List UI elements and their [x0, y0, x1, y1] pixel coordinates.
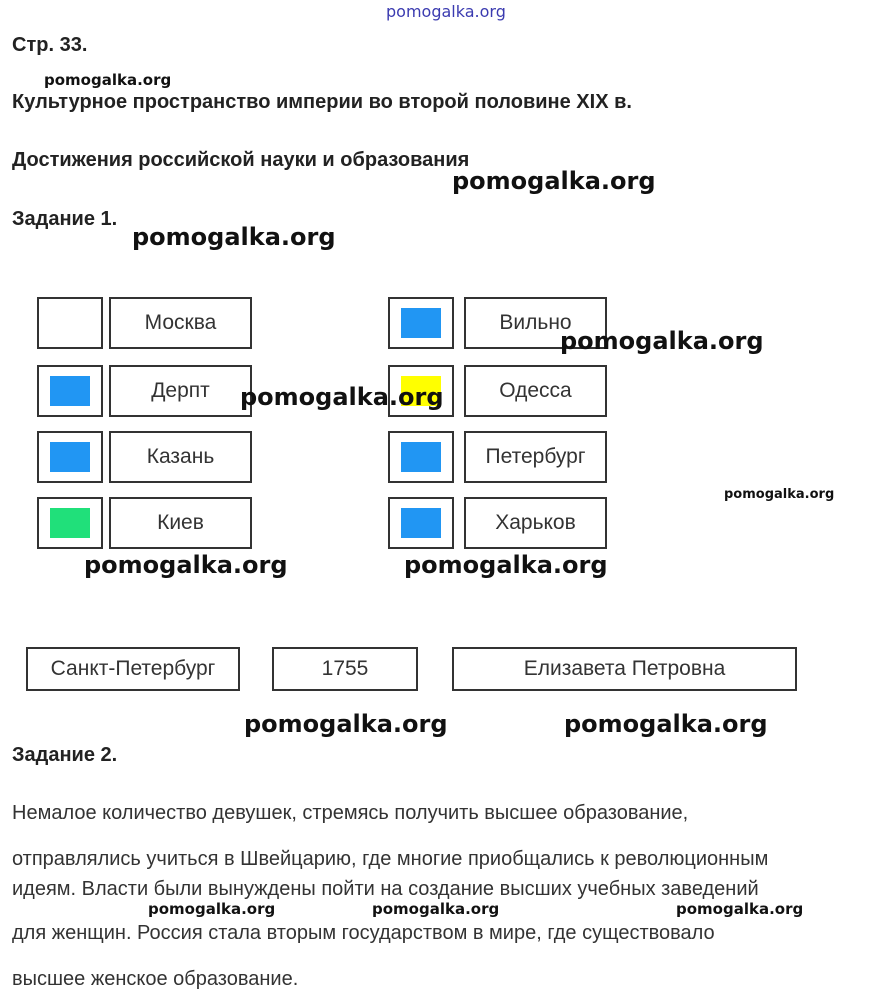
city-box: Дерпт: [109, 365, 252, 417]
color-swatch: [50, 508, 90, 538]
color-swatch: [50, 376, 90, 406]
watermark-top: pomogalka.org: [386, 2, 506, 21]
color-swatch: [401, 442, 441, 472]
color-box: [388, 297, 454, 349]
color-swatch: [401, 308, 441, 338]
page-title: Культурное пространство империи во второй половине XIX в.: [12, 91, 632, 113]
watermark: pomogalka.org: [404, 551, 608, 579]
task2-line: высшее женское образование.: [12, 968, 299, 990]
task1-label: Задание 1.: [12, 208, 118, 230]
watermark: pomogalka.org: [560, 327, 764, 355]
watermark: pomogalka.org: [244, 710, 448, 738]
watermark: pomogalka.org: [724, 487, 835, 502]
color-swatch: [401, 508, 441, 538]
color-box: [37, 365, 103, 417]
color-swatch: [50, 308, 90, 338]
color-box: [37, 297, 103, 349]
watermark: pomogalka.org: [84, 551, 288, 579]
color-box: [37, 431, 103, 483]
watermark: pomogalka.org: [564, 710, 768, 738]
task2-label: Задание 2.: [12, 744, 118, 766]
city-box: Одесса: [464, 365, 607, 417]
watermark: pomogalka.org: [148, 900, 276, 918]
section-subtitle: Достижения российской науки и образования: [12, 149, 470, 171]
color-swatch: [50, 442, 90, 472]
watermark: pomogalka.org: [44, 71, 172, 89]
city-box: Харьков: [464, 497, 607, 549]
task2-line: Немалое количество девушек, стремясь получить высшее образование,: [12, 802, 689, 824]
watermark: pomogalka.org: [372, 900, 500, 918]
page-label: Стр. 33.: [12, 34, 88, 56]
color-box: [388, 497, 454, 549]
watermark: pomogalka.org: [240, 383, 444, 411]
task2-line: идеям. Власти были вынуждены пойти на создание высших учебных заведений: [12, 878, 759, 900]
task2-line: отправлялись учиться в Швейцарию, где многие приобщались к революционным: [12, 848, 769, 870]
answer-year-box: 1755: [272, 647, 418, 691]
color-box: [388, 431, 454, 483]
city-box: Петербург: [464, 431, 607, 483]
watermark: pomogalka.org: [452, 167, 656, 195]
city-box: Киев: [109, 497, 252, 549]
answer-person-box: Елизавета Петровна: [452, 647, 797, 691]
watermark: pomogalka.org: [132, 223, 336, 251]
city-box: Вильно: [464, 297, 607, 349]
task2-line: для женщин. Россия стала вторым государством в мире, где существовало: [12, 922, 715, 944]
city-box: Казань: [109, 431, 252, 483]
color-box: [37, 497, 103, 549]
city-box: Москва: [109, 297, 252, 349]
watermark: pomogalka.org: [676, 900, 804, 918]
answer-city-box: Санкт-Петербург: [26, 647, 240, 691]
